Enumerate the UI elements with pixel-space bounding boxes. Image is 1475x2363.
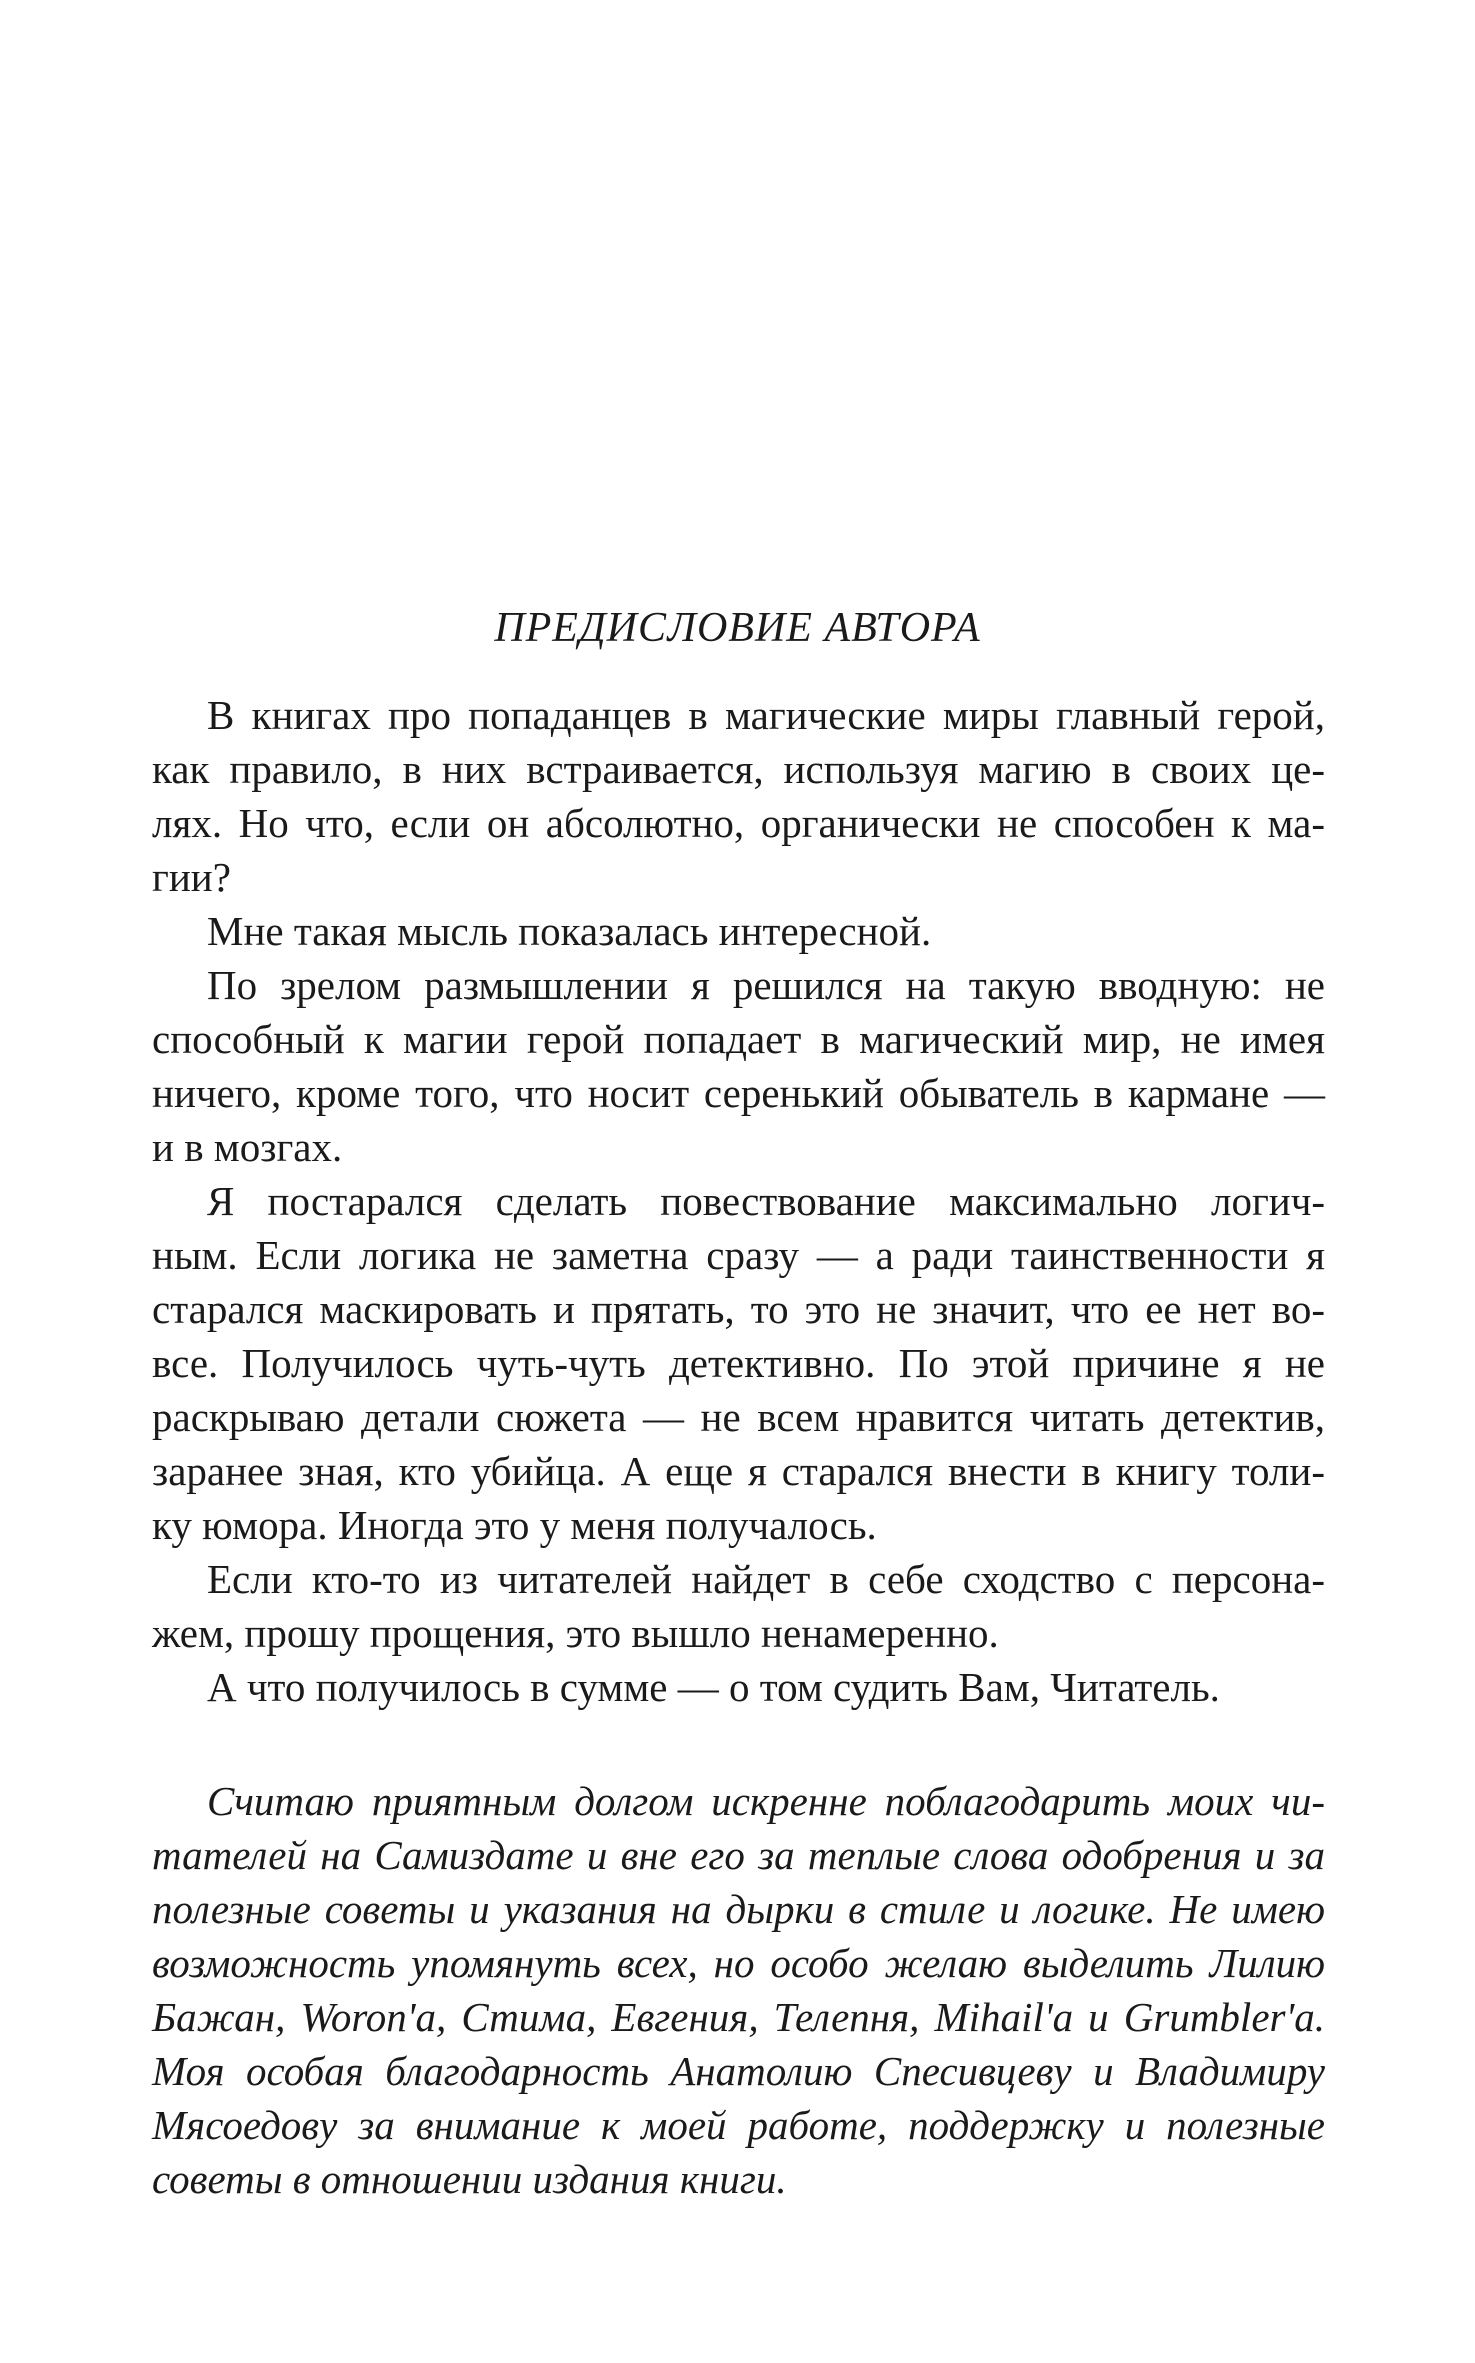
- body-line: ничего, кроме того, что носит серенький обыватель в кармане —: [152, 1070, 1325, 1116]
- body-line: лях. Но что, если он абсолютно, органически не способен к ма-: [152, 800, 1325, 846]
- body-line: жем, прошу прощения, это вышло ненамеренно.: [152, 1610, 999, 1656]
- body-line: гии?: [152, 854, 231, 900]
- acknowledgement-line: Бажан, Woron'a, Стима, Евгения, Телепня, Mihail'a и Grumbler'a.: [152, 1994, 1325, 2040]
- body-line: раскрываю детали сюжета — не всем нравится читать детектив,: [152, 1394, 1325, 1440]
- body-line: как правило, в них встраивается, используя магию в своих це-: [152, 746, 1325, 792]
- body-line: В книгах про попаданцев в магические миры главный герой,: [207, 692, 1325, 738]
- body-line: старался маскировать и прятать, то это не значит, что ее нет во-: [152, 1286, 1325, 1332]
- body-line: способный к магии герой попадает в магический мир, не имея: [152, 1016, 1325, 1062]
- acknowledgement-line: тателей на Самиздате и вне его за теплые слова одобрения и за: [152, 1832, 1325, 1878]
- body-line: заранее зная, кто убийца. А еще я старался внести в книгу толи-: [152, 1448, 1325, 1494]
- acknowledgement-line: советы в отношении издания книги.: [152, 2156, 787, 2202]
- body-line: и в мозгах.: [152, 1124, 343, 1170]
- acknowledgement-line: полезные советы и указания на дырки в стиле и логике. Не имею: [152, 1886, 1325, 1932]
- acknowledgement-line: Считаю приятным долгом искренне поблагодарить моих чи-: [207, 1778, 1325, 1824]
- body-line: все. Получилось чуть-чуть детективно. По этой причине я не: [152, 1340, 1325, 1386]
- acknowledgement-line: возможность упомянуть всех, но особо желаю выделить Лилию: [152, 1940, 1325, 1986]
- body-line: По зрелом размышлении я решился на такую вводную: не: [207, 962, 1325, 1008]
- page-title: ПРЕДИСЛОВИЕ АВТОРА: [494, 605, 981, 651]
- acknowledgement-line: Моя особая благодарность Анатолию Спесивцеву и Владимиру: [152, 2048, 1325, 2094]
- acknowledgement-line: Мясоедову за внимание к моей работе, поддержку и полезные: [152, 2102, 1325, 2148]
- body-line: А что получилось в сумме — о том судить Вам, Читатель.: [207, 1664, 1220, 1710]
- body-line: Если кто-то из читателей найдет в себе сходство с персона-: [207, 1556, 1325, 1602]
- body-line: Мне такая мысль показалась интересной.: [207, 908, 932, 954]
- body-line: ку юмора. Иногда это у меня получалось.: [152, 1502, 877, 1548]
- body-line: ным. Если логика не заметна сразу — а ради таинственности я: [152, 1232, 1325, 1278]
- body-line: Я постарался сделать повествование максимально логич-: [207, 1178, 1325, 1224]
